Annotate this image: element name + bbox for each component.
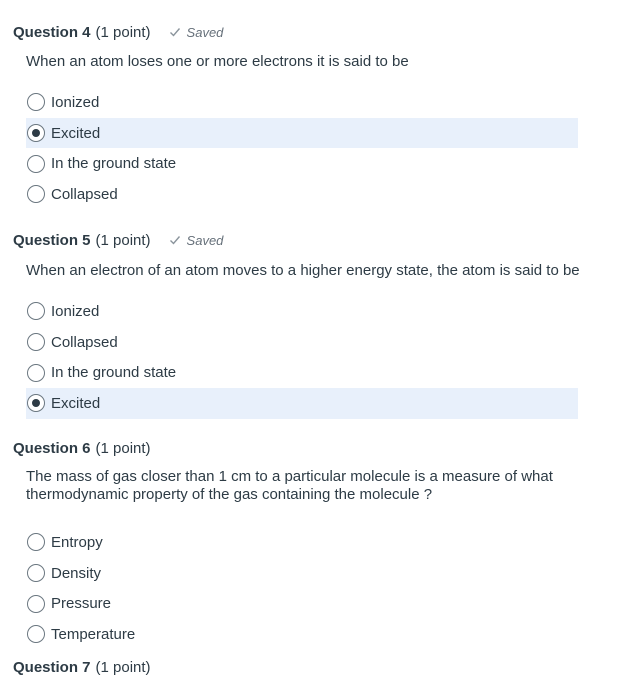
radio-button[interactable] [27,625,45,643]
saved-status-label: Saved [186,24,224,40]
radio-button[interactable] [27,124,45,142]
answer-option[interactable] [26,357,578,388]
checkmark-icon [169,234,181,246]
answer-label: Ionized [51,93,100,111]
answer-label: In the ground state [51,364,177,382]
answer-label: Collapsed [51,185,118,203]
radio-button[interactable] [27,533,45,551]
answer-option[interactable] [26,558,578,589]
answer-label: Collapsed [51,333,118,351]
answer-option[interactable] [26,527,578,558]
radio-button[interactable] [27,93,45,111]
answer-label: Ionized [51,302,100,320]
radio-button[interactable] [27,564,45,582]
question-points: (1 point) [95,23,151,41]
question-header [13,22,223,42]
saved-status [169,233,224,248]
radio-button[interactable] [27,595,45,613]
question-title: Question 6 [13,439,91,457]
answer-option[interactable] [26,118,578,149]
answer-label: Excited [51,124,101,142]
radio-button[interactable] [27,394,45,412]
answer-list [26,87,578,210]
question-points: (1 point) [95,658,151,676]
answer-label: Pressure [51,595,112,613]
answer-label: Temperature [51,625,136,643]
radio-button[interactable] [27,185,45,203]
checkmark-icon [169,26,181,38]
radio-button[interactable] [27,155,45,173]
answer-option[interactable] [26,588,578,619]
answer-option[interactable] [26,296,578,327]
question-text: When an electron of an atom moves to a higher energy state, the atom is said to be [26,262,580,279]
question-points: (1 point) [95,439,151,457]
answer-option[interactable] [26,87,578,118]
saved-status [169,25,224,40]
saved-status-label: Saved [186,232,224,248]
question-text: The mass of gas closer than 1 cm to a particular molecule is a measure of what thermodynamic property of the gas containing the molecule ? [26,468,553,503]
radio-selected-dot [32,129,40,137]
radio-selected-dot [32,399,40,407]
question-7-partial [13,658,173,676]
radio-button[interactable] [27,364,45,382]
answer-option[interactable] [26,148,578,179]
answer-option[interactable] [26,179,578,210]
question-title: Question 4 [13,23,91,41]
question-title: Question 5 [13,231,91,249]
answer-list [26,527,578,650]
question-header [13,230,223,250]
question-title: Question 7 [13,658,91,676]
question-points: (1 point) [95,231,151,249]
radio-button[interactable] [27,302,45,320]
question-header [13,657,173,677]
answer-label: Entropy [51,533,103,551]
question-header [13,438,151,458]
answer-option[interactable] [26,388,578,419]
answer-list [26,296,578,419]
answer-label: In the ground state [51,155,177,173]
answer-label: Excited [51,394,101,412]
question-text: When an atom loses one or more electrons it is said to be [26,53,409,70]
answer-option[interactable] [26,619,578,650]
answer-label: Density [51,564,102,582]
radio-button[interactable] [27,333,45,351]
answer-option[interactable] [26,327,578,358]
